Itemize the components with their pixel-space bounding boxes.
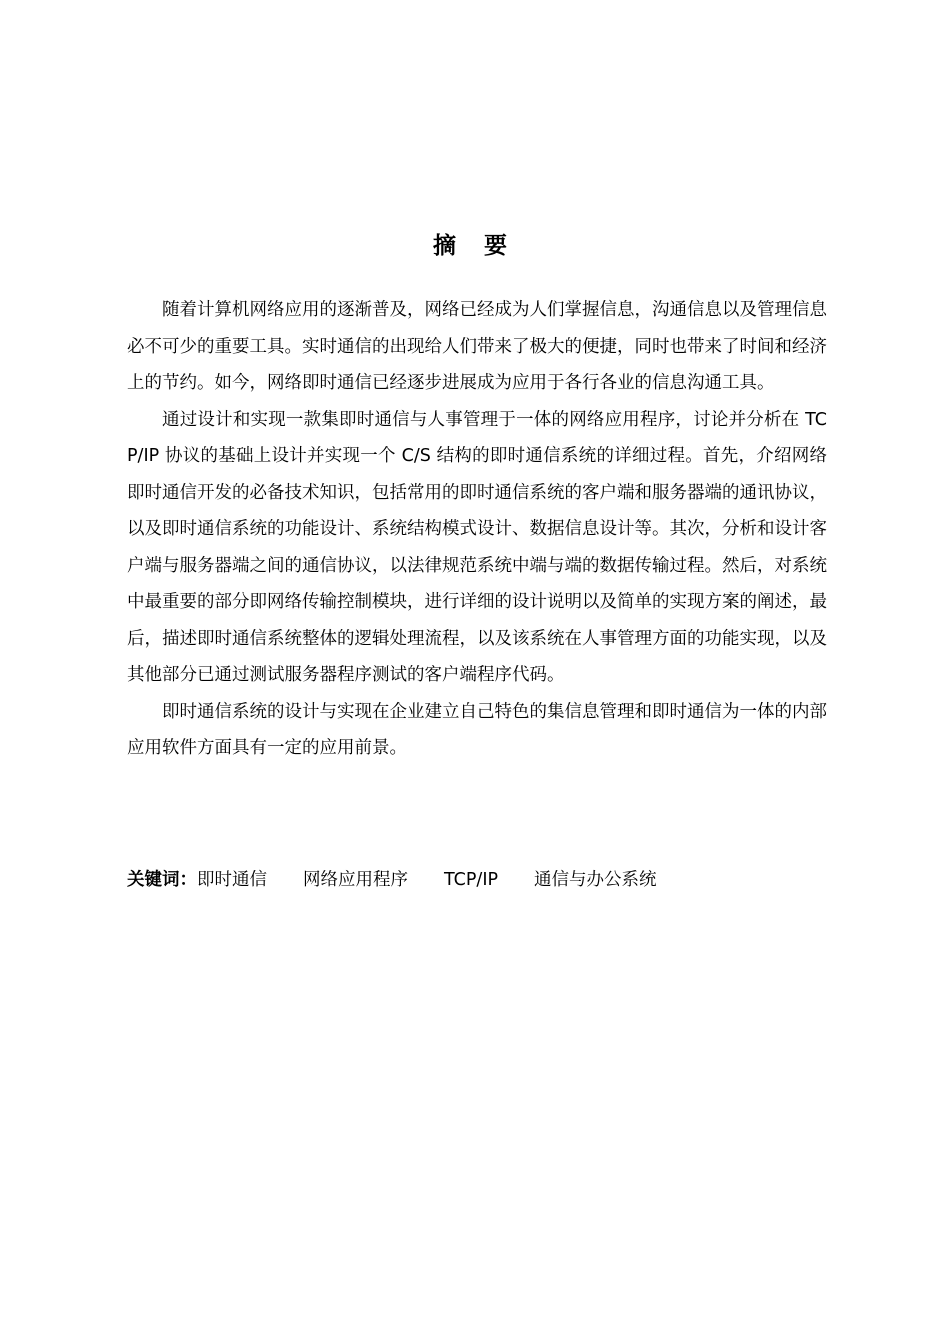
keyword-item: 通信与办公系统 (534, 870, 657, 890)
keywords-line (127, 862, 827, 898)
abstract-paragraph-3: 即时通信系统的设计与实现在企业建立自己特色的集信息管理和即时通信为一体的内部应用软件方面具有一定的应用前景。 (127, 701, 827, 758)
abstract-paragraph-1: 随着计算机网络应用的逐渐普及，网络已经成为人们掌握信息，沟通信息以及管理信息必不可少的重要工具。实时通信的出现给人们带来了极大的便捷，同时也带来了时间和经济上的节约。如今，网络即时通信已经逐步进展成为应用于各行各业的信息沟通工具。 (127, 300, 827, 393)
abstract-title: 摘 要 (432, 233, 517, 259)
keywords-label: 关键词： (127, 870, 197, 890)
keyword-item: TCP/IP (444, 870, 499, 890)
abstract-paragraph-2: 通过设计和实现一款集即时通信与人事管理于一体的网络应用程序，讨论并分析在 TCP/IP 协议的基础上设计并实现一个 C/S 结构的即时通信系统的详细过程。首先，介绍网络即时通信开发的必备技术知识，包括常用的即时通信系统的客户端和服务器端的通讯协议，以及即时通信系统的功能设计、系统结构模式设计、数据信息设计等。其次，分析和设计客户端与服务器端之间的通信协议，以法律规范系统中端与端的数据传输过程。然后，对系统中最重要的部分即网络传输控制模块，进行详细的设计说明以及简单的实现方案的阐述，最后，描述即时通信系统整体的逻辑处理流程，以及该系统在人事管理方面的功能实现，以及其他部分已通过测试服务器程序测试的客户端程序代码。 (127, 409, 827, 685)
abstract-body (127, 292, 827, 767)
keyword-item: 即时通信 (197, 870, 267, 890)
keyword-item: 网络应用程序 (303, 870, 408, 890)
